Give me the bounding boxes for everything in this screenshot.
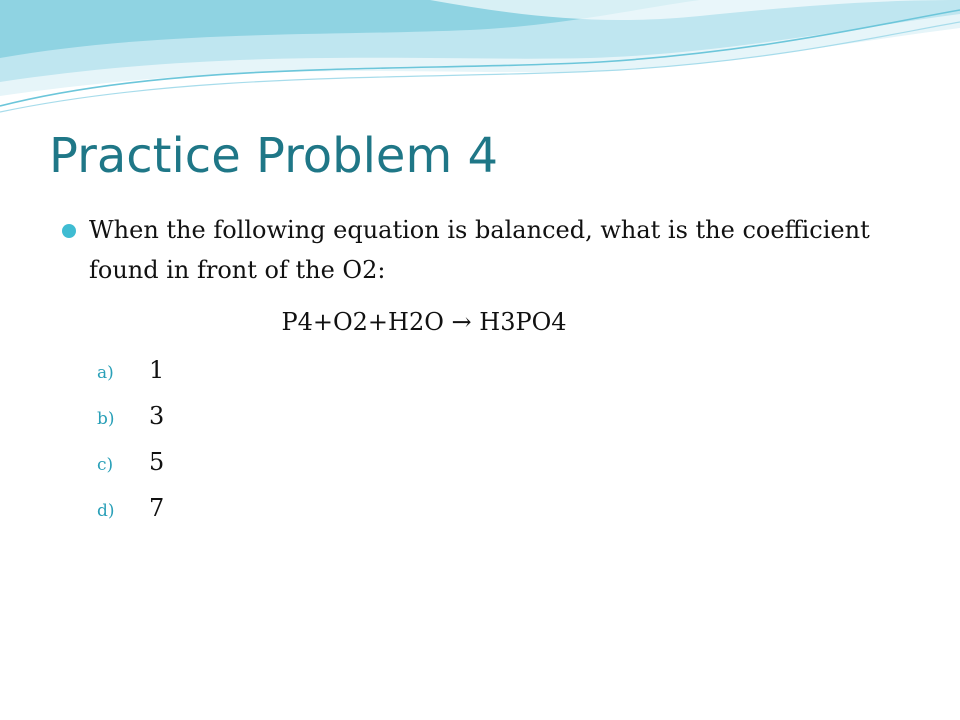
option-b	[97, 396, 164, 442]
option-value: 3	[149, 402, 165, 430]
option-letter: c)	[97, 455, 114, 475]
bullet-icon	[62, 224, 76, 238]
question-bullet	[62, 210, 902, 290]
option-c	[97, 442, 164, 488]
option-value: 5	[149, 448, 165, 476]
option-d	[97, 488, 164, 534]
header-wave-decoration	[0, 0, 960, 130]
option-a	[97, 350, 164, 396]
option-letter: a)	[97, 363, 114, 383]
slide-title: Practice Problem 4	[49, 128, 499, 184]
option-value: 7	[149, 494, 165, 522]
option-value: 1	[149, 356, 165, 384]
option-letter: d)	[97, 501, 115, 521]
question-text: When the following equation is balanced, what is the coefficient found in front of the O2:	[89, 216, 870, 284]
answer-options	[97, 350, 164, 534]
option-letter: b)	[97, 409, 115, 429]
chemical-equation: P4+O2+H2O → H3PO4	[281, 308, 567, 336]
